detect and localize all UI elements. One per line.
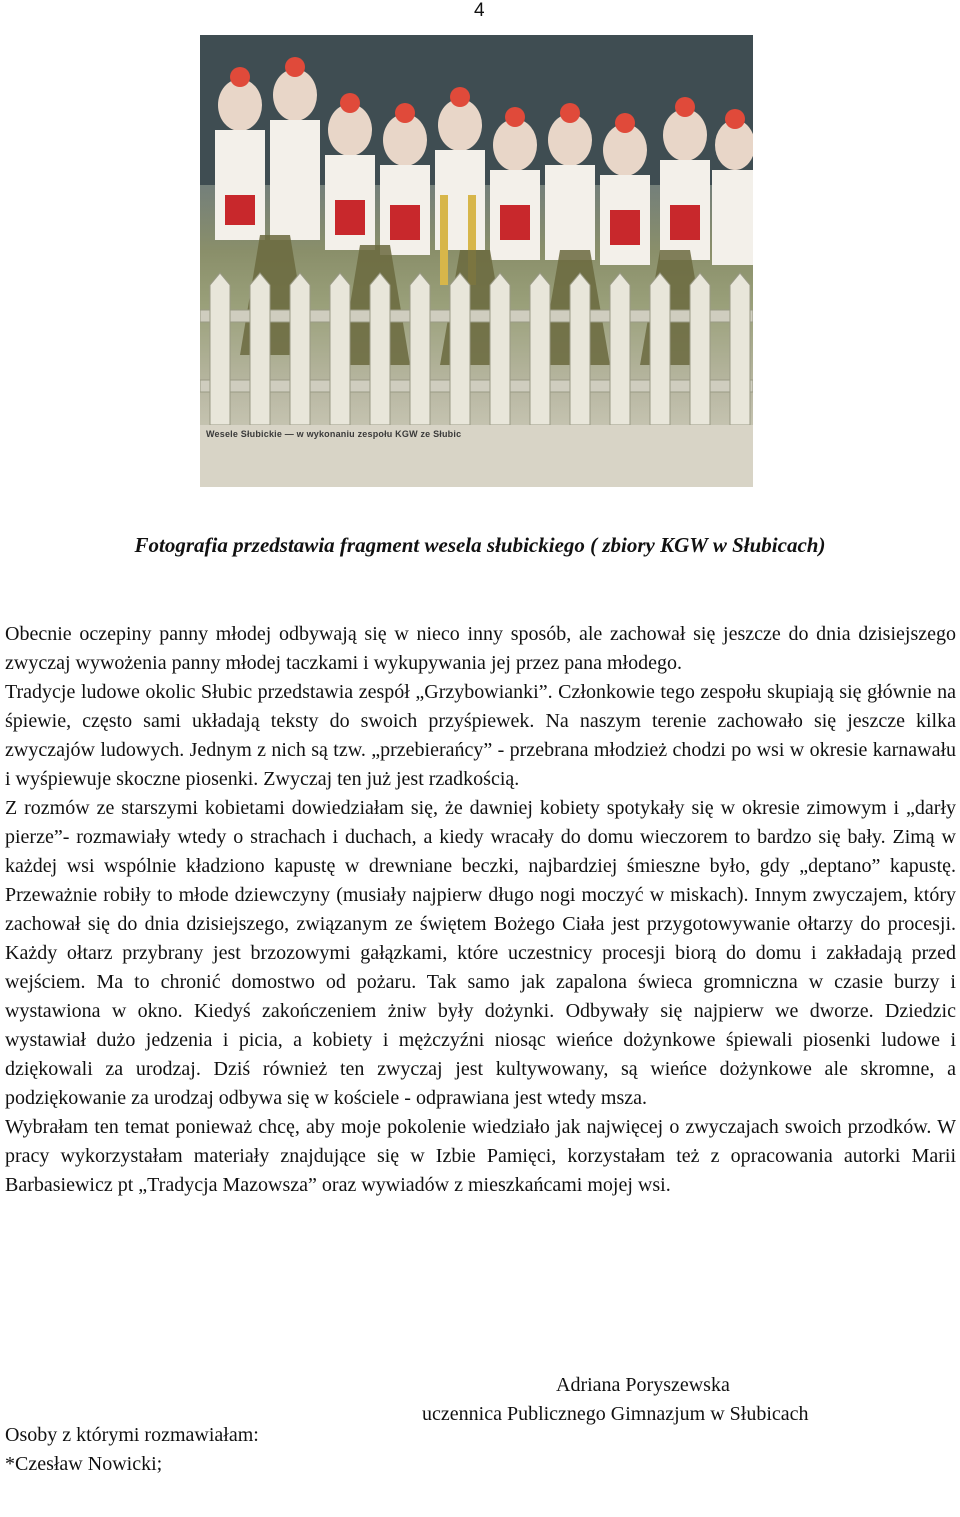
paragraph: Tradycje ludowe okolic Słubic przedstawia zespół „Grzybowianki”. Członkowie tego zespołu skupiają się głównie na śpiewie, często sami układają teksty do swoich przyśpiewek. Na naszym terenie zachowało się jeszcze kilka zwyczajów ludowych. Jednym z nich są tzw. „przebierańcy” - przebrana młodzież chodzi po wsi w okresie karnawału i wyśpiewuje skoczne piosenki. Zwyczaj ten już jest rzadkością. bbox=[5, 681, 956, 790]
photo-inscription: Wesele Słubickie — w wykonaniu zespołu KGW ze Słubic bbox=[206, 429, 462, 439]
author-role: uczennica Publicznego Gimnazjum w Słubicach bbox=[422, 1403, 809, 1425]
page-number: 4 bbox=[474, 0, 485, 21]
photo-caption: Fotografia przedstawia fragment wesela słubickiego ( zbiory KGW w Słubicach) bbox=[134, 533, 826, 557]
wedding-photo bbox=[200, 35, 753, 487]
contacts-title: Osoby z którymi rozmawiałam: bbox=[5, 1424, 259, 1446]
author-name: Adriana Poryszewska bbox=[556, 1374, 730, 1396]
paragraph: Obecnie oczepiny panny młodej odbywają się w nieco inny sposób, ale zachował się jeszcze do dnia dzisiejszego zwyczaj wywożenia panny młodej taczkami i wykupywania jej przez pana młodego. bbox=[5, 623, 956, 674]
wedding-photo-illustration bbox=[200, 35, 753, 487]
paragraph: Wybrałam ten temat ponieważ chcę, aby moje pokolenie wiedziało jak najwięcej o zwyczajach swoich przodków. W pracy wykorzystałam materiały znajdujące się w Izbie Pamięci, korzystałam też z opracowania autorki Marii Barbasiewicz pt „Tradycja Mazowsza” oraz wywiadów z mieszkańcami mojej wsi. bbox=[5, 1116, 956, 1196]
paragraph: Z rozmów ze starszymi kobietami dowiedziałam się, że dawniej kobiety spotykały się w okresie zimowym i „darły pierze”- rozmawiały wtedy o strachach i duchach, a kiedy wracały do domu wieczorem to bardzo się bały. Zimą w każdej wsi wspólnie kładziono kapustę w drewniane beczki, najbardziej śmieszne było, gdy „deptano” kapustę. Przeważnie robiły to młode dziewczyny (musiały najpierw długo nogi moczyć w miskach). Innym zwyczajem, który zachował się do dnia dzisiejszego, związanym ze świętem Bożego Ciała jest przygotowywanie ołtarzy do procesji. Każdy ołtarz przybrany jest brzozowymi gałązkami, które uczestnicy procesji biorą do domu i zakładają przed wejściem. Ma to chronić domostwo od pożaru. Tak samo jak zapalona świeca gromniczna w czasie burzy i wystawiona w okno. Kiedyś zakończeniem żniw były dożynki. Odbywały się najpierw we dworze. Dziedzic wystawiał dużo jedzenia i picia, a kobiety i mężczyźni niosąc wieńce dożynkowe śpiewali piosenki ludowe i dziękowali za urodzaj. Dziś również ten zwyczaj jest kultywowany, są wieńce dożynkowe ale skromne, a podziękowanie za urodzaj odbywa się w kościele - odprawiana jest wtedy msza. bbox=[5, 797, 956, 1109]
article-body bbox=[5, 620, 956, 1200]
contact-item: *Czesław Nowicki; bbox=[5, 1453, 163, 1475]
